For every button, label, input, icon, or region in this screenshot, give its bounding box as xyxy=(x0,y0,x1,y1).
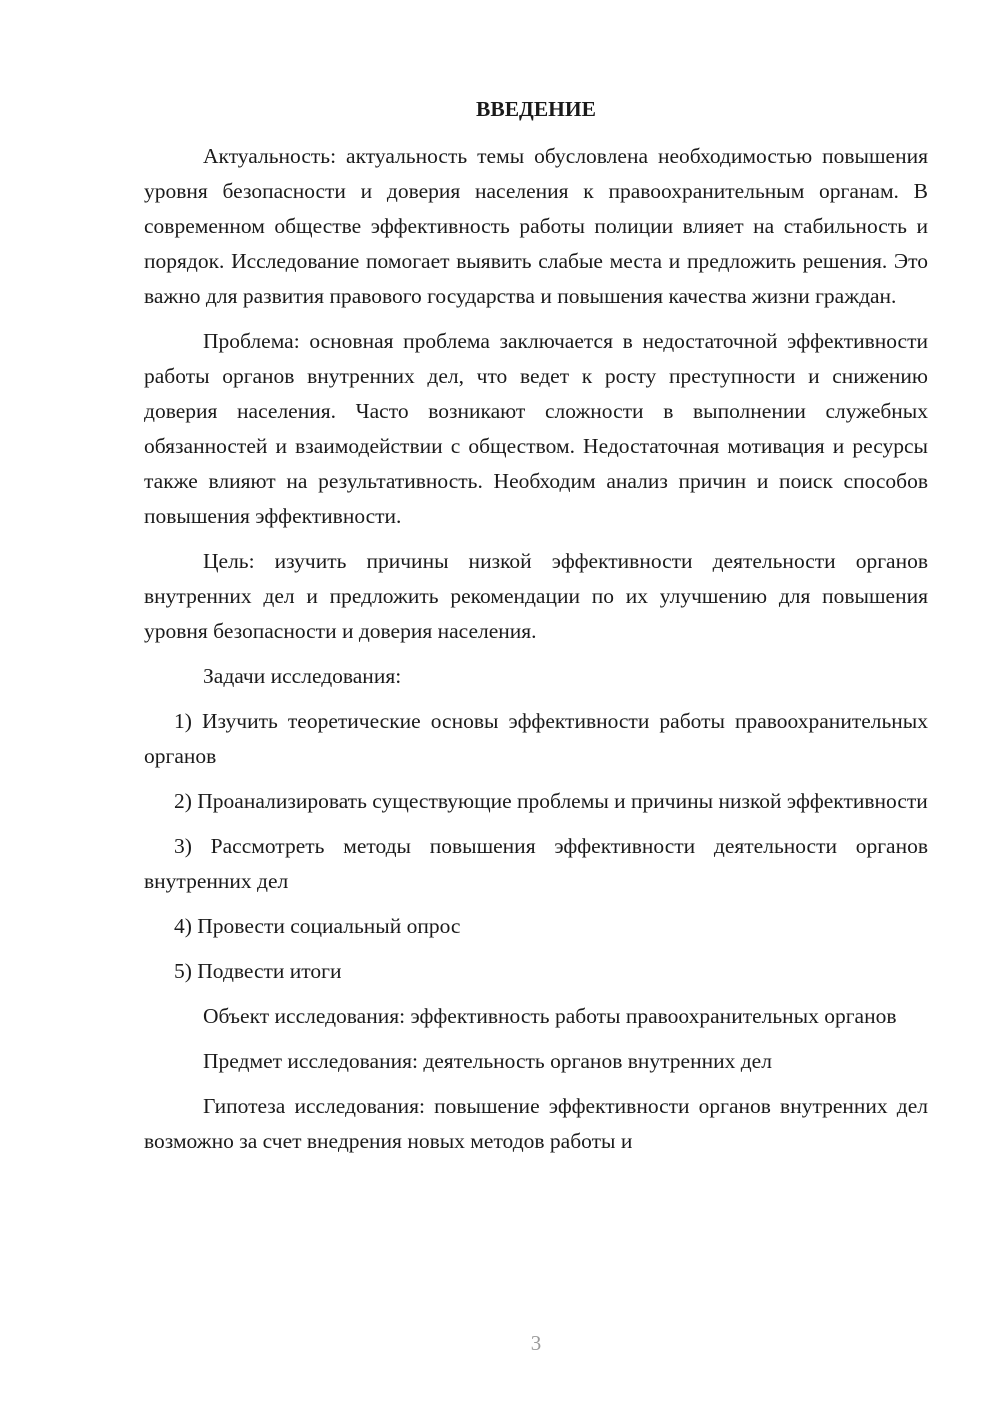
section-title: ВВЕДЕНИЕ xyxy=(476,97,596,121)
task-item-1: 1) Изучить теоретические основы эффективности работы правоохранительных органов xyxy=(144,709,928,768)
task-item-4: 4) Провести социальный опрос xyxy=(174,914,461,938)
tasks-heading: Задачи исследования: xyxy=(203,664,402,688)
task-item-2: 2) Проанализировать существующие проблемы и причины низкой эффективности xyxy=(174,789,928,813)
problem-paragraph: Проблема: основная проблема заключается в недостаточной эффективности работы органов внутренних дел, что ведет к росту преступности и снижению доверия населения. Часто возникают сложности в выполнении служебных обязанностей и взаимодействии с обществом. Недостаточная мотивация и ресурсы также влияют на результативность. Необходим анализ причин и поиск способов повышения эффективности. xyxy=(144,329,928,528)
task-item-3: 3) Рассмотреть методы повышения эффективности деятельности органов внутренних дел xyxy=(144,834,928,893)
object-paragraph: Объект исследования: эффективность работы правоохранительных органов xyxy=(203,1004,897,1028)
document-page xyxy=(144,92,928,1169)
relevance-paragraph: Актуальность: актуальность темы обусловлена необходимостью повышения уровня безопасности и доверия населения к правоохранительным органам. В современном обществе эффективность работы полиции влияет на стабильность и порядок. Исследование помогает выявить слабые места и предложить решения. Это важно для развития правового государства и повышения качества жизни граждан. xyxy=(144,144,928,308)
hypothesis-paragraph: Гипотеза исследования: повышение эффективности органов внутренних дел возможно за счет внедрения новых методов работы и xyxy=(144,1094,928,1153)
task-item-5: 5) Подвести итоги xyxy=(174,959,342,983)
page-number: 3 xyxy=(530,1331,542,1355)
goal-paragraph: Цель: изучить причины низкой эффективности деятельности органов внутренних дел и предложить рекомендации по их улучшению для повышения уровня безопасности и доверия населения. xyxy=(144,549,928,643)
subject-paragraph: Предмет исследования: деятельность органов внутренних дел xyxy=(203,1049,772,1073)
